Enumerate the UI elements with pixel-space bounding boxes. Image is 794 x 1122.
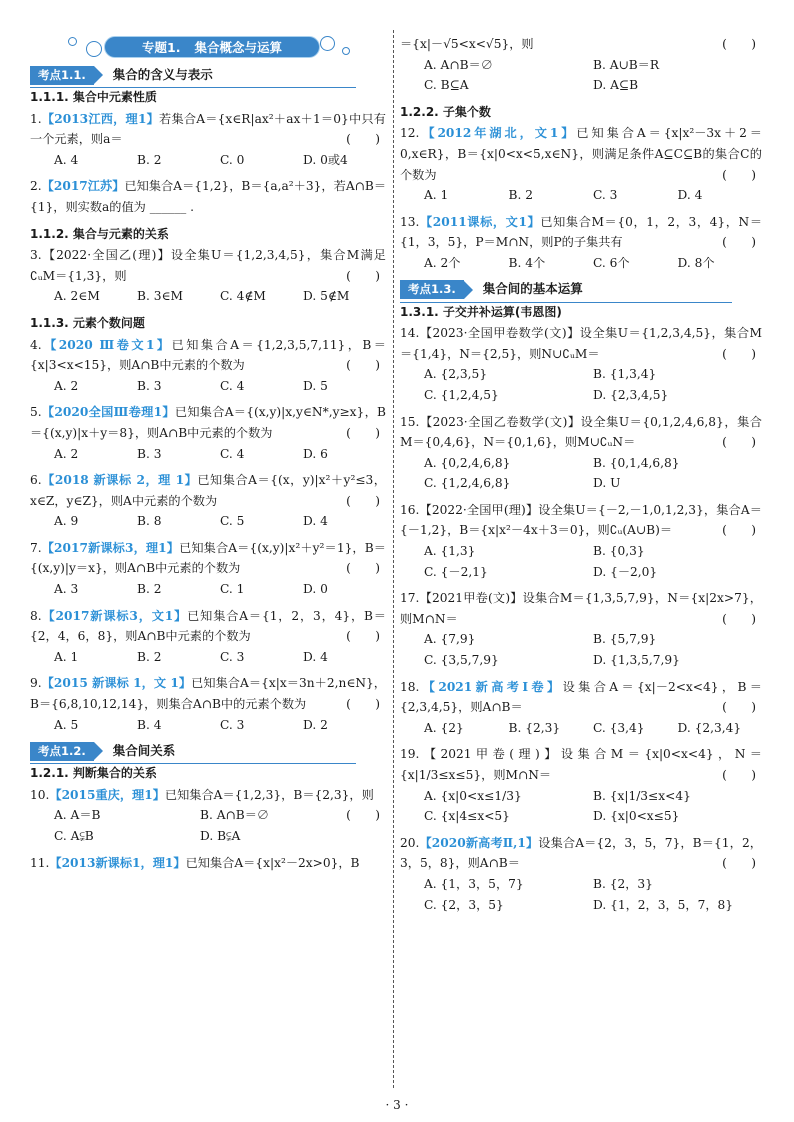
decor-bubble-left bbox=[86, 41, 102, 57]
source-tag: 【2011课标，文1】 bbox=[419, 214, 541, 229]
section-title: 集合的含义与表示 bbox=[112, 66, 213, 82]
section-underline bbox=[30, 87, 356, 88]
option-d: D. 0或4 bbox=[303, 152, 348, 167]
answer-paren: ( ) bbox=[346, 697, 380, 712]
decor-bubble-small bbox=[68, 37, 77, 46]
question-18: 18.【2021新高考Ⅰ卷】设集合A＝{x|－2<x<4}，B＝{2,3,4,5}，则A∩B＝ ( ) A. {2} B. {2,3} C. {3,4} D. {2,3,4} bbox=[400, 677, 762, 739]
option-a: A. 3 bbox=[54, 582, 79, 597]
option-c: C. B⊆A bbox=[424, 78, 469, 93]
question-13: 13.【2011课标，文1】已知集合M＝{0，1，2，3，4}，N＝{1，3，5}，P＝M∩N，则P的子集共有 ( ) A. 2个 B. 4个 C. 6个 D. 8个 bbox=[400, 212, 762, 274]
subsection-title: 1.2.1. 判断集合的关系 bbox=[30, 766, 157, 781]
option-a: A. 4 bbox=[54, 152, 79, 167]
options bbox=[400, 874, 762, 915]
answer-paren: ( ) bbox=[722, 37, 756, 51]
question-10: 10.【2015重庆，理1】已知集合A＝{1,2,3}，B＝{2,3}，则 ( ) A. A＝B B. A∩B＝∅ C. A⫋B D. B⫋A bbox=[30, 785, 386, 847]
answer-paren: ( ) bbox=[346, 132, 380, 147]
right-column bbox=[400, 34, 762, 921]
question-4: 4.【2020 Ⅲ卷文1】已知集合A＝{1,2,3,5,7,11}，B＝{x|3<x<15}，则A∩B中元素的个数为 ( ) A. 2 B. 3 C. 4 D. 5 bbox=[30, 335, 386, 397]
subsection-title: 1.1.2. 集合与元素的关系 bbox=[30, 226, 169, 241]
option-c: C. {x|4≤x<5} bbox=[424, 809, 510, 824]
option-a: A. A∩B＝∅ bbox=[424, 57, 493, 72]
option-c: C. {3,4} bbox=[593, 720, 645, 735]
option-c: C. 3 bbox=[593, 188, 618, 203]
option-d: D. U bbox=[593, 476, 621, 491]
answer-paren: ( ) bbox=[346, 629, 380, 644]
topic-title: 集合概念与运算 bbox=[194, 40, 282, 55]
question-7: 7.【2017新课标3，理1】已知集合A＝{(x,y)|x²＋y²＝1}，B＝{(x,y)|y＝x}，则A∩B中元素的个数为 ( ) A. 3 B. 2 C. 1 D. 0 bbox=[30, 538, 386, 600]
source-tag: 【2017新课标3，文1】 bbox=[41, 608, 188, 623]
options bbox=[30, 376, 386, 397]
option-d: D. {－2,0} bbox=[593, 564, 658, 579]
option-c: C. A⫋B bbox=[54, 829, 94, 843]
arrow-icon bbox=[94, 66, 103, 84]
answer-paren: ( ) bbox=[346, 358, 380, 373]
answer-paren: ( ) bbox=[722, 856, 756, 871]
option-d: D. 6 bbox=[303, 446, 328, 461]
subsection-title: 1.3.1. 子交并补运算(韦恩图) bbox=[400, 304, 562, 319]
source-tag: 【2012年湖北，文1】 bbox=[419, 126, 577, 141]
answer-paren: ( ) bbox=[722, 235, 756, 250]
option-d: D. 4 bbox=[303, 514, 328, 529]
section-header-1-1 bbox=[30, 65, 386, 85]
source-tag: 【2018 新课标 2，理 1】 bbox=[41, 473, 198, 488]
option-c: C. {1,2,4,6,8} bbox=[424, 476, 511, 491]
option-a: A. {1,3} bbox=[424, 544, 476, 559]
option-c: C. 4 bbox=[220, 378, 245, 393]
answer-paren: ( ) bbox=[722, 346, 756, 361]
source-tag: 【2017江苏】 bbox=[41, 179, 125, 194]
option-c: C. {1,2,4,5} bbox=[424, 387, 499, 402]
options bbox=[400, 364, 762, 405]
option-a: A. 1 bbox=[424, 188, 449, 203]
answer-paren: ( ) bbox=[722, 523, 756, 538]
option-c: C. 0 bbox=[220, 152, 245, 167]
arrow-icon bbox=[94, 742, 103, 760]
source-tag: 【2021新高考Ⅰ卷】 bbox=[419, 679, 563, 694]
question-3: 3.【2022·全国乙(理)】设全集U＝{1,2,3,4,5}，集合M满足∁ᵤM＝{1,3}，则 ( ) A. 2∈M B. 3∈M C. 4∉M D. 5∉M bbox=[30, 245, 386, 307]
option-d: D. {1,3,5,7,9} bbox=[593, 653, 680, 668]
options bbox=[30, 715, 386, 736]
options bbox=[30, 286, 386, 307]
options bbox=[30, 579, 386, 600]
option-b: B. 2 bbox=[137, 582, 162, 597]
question-11: 11.【2013新课标1，理1】已知集合A＝{x|x²－2x>0}，B bbox=[30, 855, 360, 870]
topic-title-box bbox=[104, 36, 320, 58]
options bbox=[30, 444, 386, 465]
option-a: A. A＝B bbox=[54, 808, 101, 823]
option-d: D. 2 bbox=[303, 717, 328, 732]
question-2: 2.【2017江苏】已知集合A＝{1,2}，B＝{a,a²＋3}，若A∩B＝{1}，则实数a的值为 ______ . bbox=[30, 179, 387, 214]
options bbox=[30, 647, 386, 668]
option-a: A. {2} bbox=[424, 720, 464, 735]
question-17: 17.【2021甲卷(文)】设集合M＝{1,3,5,7,9}，N＝{x|2x>7}，则M∩N＝ ( ) A. {7,9} B. {5,7,9} C. {3,5,7,9} D. {1,3,5,7,9} bbox=[400, 588, 762, 670]
topic-banner bbox=[64, 34, 364, 60]
option-c: C. 3 bbox=[220, 649, 245, 664]
options bbox=[400, 786, 762, 827]
option-d: D. {2,3,4,5} bbox=[593, 387, 669, 402]
option-b: B. {2，3} bbox=[593, 876, 653, 891]
option-b: B. 3 bbox=[137, 378, 162, 393]
option-a: A. 2 bbox=[54, 378, 79, 393]
answer-paren: ( ) bbox=[722, 611, 756, 626]
options bbox=[400, 718, 762, 739]
option-b: B. 8 bbox=[137, 514, 162, 529]
section-underline bbox=[400, 302, 732, 303]
answer-paren: ( ) bbox=[722, 700, 756, 715]
section-header-1-2 bbox=[30, 741, 386, 761]
question-5: 5.【2020全国Ⅲ卷理1】已知集合A＝{(x,y)|x,y∈N*,y≥x}，B＝{(x,y)|x＋y＝8}，则A∩B中元素的个数为 ( ) A. 2 B. 3 C. 4 D. 6 bbox=[30, 402, 386, 464]
option-d: D. {x|0<x≤5} bbox=[593, 809, 680, 824]
option-a: A. {1，3，5，7} bbox=[424, 876, 524, 891]
option-b: B. {5,7,9} bbox=[593, 632, 657, 647]
option-a: A. 5 bbox=[54, 717, 79, 732]
options bbox=[400, 55, 762, 96]
options bbox=[30, 805, 346, 846]
option-c: C. {2，3，5} bbox=[424, 897, 504, 912]
section-underline bbox=[30, 763, 356, 764]
option-d: D. {2,3,4} bbox=[677, 720, 742, 735]
answer-paren: ( ) bbox=[346, 493, 380, 508]
section-header-1-3 bbox=[400, 280, 762, 300]
option-b: B. 3∈M bbox=[137, 289, 183, 304]
source-tag: 【2013江西，理1】 bbox=[41, 111, 160, 126]
option-b: B. A∪B＝R bbox=[593, 57, 660, 72]
option-c: C. 6个 bbox=[593, 255, 630, 270]
option-a: A. 1 bbox=[54, 649, 79, 664]
section-title: 集合间关系 bbox=[112, 742, 176, 758]
option-a: A. 2 bbox=[54, 446, 79, 461]
option-a: A. 2∈M bbox=[54, 289, 100, 304]
options bbox=[400, 453, 762, 494]
answer-paren: ( ) bbox=[722, 435, 756, 450]
option-d: D. 8个 bbox=[677, 255, 715, 270]
option-a: A. {x|0<x≤1/3} bbox=[424, 788, 522, 803]
source-tag: 【2013新课标1，理1】 bbox=[49, 855, 186, 870]
subsection-title: 1.1.3. 元素个数问题 bbox=[30, 315, 145, 330]
decor-bubble-small-right bbox=[342, 47, 350, 55]
option-b: B. {2,3} bbox=[508, 720, 561, 735]
answer-paren: ( ) bbox=[346, 808, 380, 823]
option-a: A. 2个 bbox=[424, 255, 461, 270]
option-d: D. 4 bbox=[303, 649, 328, 664]
option-d: D. 5 bbox=[303, 378, 328, 393]
arrow-icon bbox=[464, 281, 473, 299]
option-d: D. {1，2，3，5，7，8} bbox=[593, 897, 734, 912]
option-b: B. {0,1,4,6,8} bbox=[593, 455, 680, 470]
option-b: B. {x|1/3≤x<4} bbox=[593, 788, 691, 803]
question-8: 8.【2017新课标3，文1】已知集合A＝{1，2，3，4}，B＝{2，4，6，8}，则A∩B中元素的个数为 ( ) A. 1 B. 2 C. 3 D. 4 bbox=[30, 606, 386, 668]
answer-paren: ( ) bbox=[346, 425, 380, 440]
subsection-title: 1.1.1. 集合中元素性质 bbox=[30, 90, 157, 104]
question-11-continued: ＝{x|－√5<x<√5}，则 ( ) A. A∩B＝∅ B. A∪B＝R C. B⊆A D. A⊆B bbox=[400, 34, 762, 96]
option-d: D. B⫋A bbox=[200, 829, 241, 843]
options bbox=[30, 150, 386, 171]
option-c: C. {3,5,7,9} bbox=[424, 653, 499, 668]
section-tag: 考点1.1. bbox=[30, 66, 94, 85]
option-a: A. {0,2,4,6,8} bbox=[424, 455, 511, 470]
option-d: D. 5∉M bbox=[303, 289, 350, 304]
question-12: 12.【2012年湖北，文1】已知集合A＝{x|x²－3x＋2＝0,x∈R}，B＝{x|0<x<5,x∈N}，则满足条件A⊆C⊆B的集合C的个数为 ( ) A. 1 B. 2 C. 3 D. 4 bbox=[400, 123, 762, 205]
question-14: 14.【2023·全国甲卷数学(文)】设全集U＝{1,2,3,4,5}，集合M＝{1,4}，N＝{2,5}，则N∪∁ᵤM＝ ( ) A. {2,3,5} B. {1,3,4} C. {1,2,4,5} D. {2,3,4,5} bbox=[400, 323, 762, 405]
source-tag: 【2020新高考Ⅱ,1】 bbox=[419, 835, 539, 850]
option-b: B. 4个 bbox=[508, 255, 546, 270]
answer-paren: ( ) bbox=[722, 768, 756, 782]
decor-bubble-right bbox=[320, 36, 335, 51]
option-b: B. 3 bbox=[137, 446, 162, 461]
section-title: 集合间的基本运算 bbox=[482, 281, 583, 297]
source-tag: 【2017新课标3，理1】 bbox=[41, 540, 180, 555]
question-9: 9.【2015 新课标 1，文 1】已知集合A＝{x|x＝3n＋2,n∈N}，B＝{6,8,10,12,14}，则集合A∩B中的元素个数为 ( ) A. 5 B. 4 C. 3 D. 2 bbox=[30, 673, 386, 735]
option-a: A. 9 bbox=[54, 514, 79, 529]
options bbox=[400, 185, 762, 206]
options bbox=[30, 511, 386, 532]
option-d: D. 4 bbox=[677, 188, 703, 203]
option-b: B. 2 bbox=[508, 188, 533, 203]
options bbox=[400, 629, 762, 670]
option-a: A. {2,3,5} bbox=[424, 367, 488, 382]
option-b: B. 2 bbox=[137, 152, 162, 167]
question-1: 1.【2013江西，理1】若集合A＝{x∈R|ax²＋ax＋1＝0}中只有一个元素，则a＝ ( ) A. 4 B. 2 C. 0 D. 0或4 bbox=[30, 109, 386, 171]
option-b: B. 4 bbox=[137, 717, 162, 732]
section-tag: 考点1.3. bbox=[400, 280, 464, 299]
option-d: D. A⊆B bbox=[593, 78, 639, 93]
option-b: B. {0,3} bbox=[593, 544, 645, 559]
question-6: 6.【2018 新课标 2，理 1】已知集合A＝{(x，y)|x²＋y²≤3，x∈Z，y∈Z}，则A中元素的个数为 ( ) A. 9 B. 8 C. 5 D. 4 bbox=[30, 470, 386, 532]
question-15: 15.【2023·全国乙卷数学(文)】设全集U＝{0,1,2,4,6,8}，集合M＝{0,4,6}，N＝{0,1,6}，则M∪∁ᵤN＝ ( ) A. {0,2,4,6,8} B. {0,1,4,6,8} C. {1,2,4,6,8} D. U bbox=[400, 412, 762, 494]
option-c: C. 5 bbox=[220, 514, 245, 529]
options bbox=[400, 253, 762, 274]
option-b: B. {1,3,4} bbox=[593, 367, 657, 382]
page-number: · 3 · bbox=[385, 1098, 409, 1112]
option-c: C. 1 bbox=[220, 582, 245, 597]
option-c: C. {－2,1} bbox=[424, 564, 488, 579]
option-c: C. 3 bbox=[220, 717, 245, 732]
option-c: C. 4∉M bbox=[220, 289, 266, 304]
answer-paren: ( ) bbox=[346, 561, 380, 576]
source-tag: 【2020 Ⅲ卷文1】 bbox=[41, 337, 172, 352]
option-c: C. 4 bbox=[220, 446, 245, 461]
source-tag: 【2020全国Ⅲ卷理1】 bbox=[41, 405, 175, 420]
question-20: 20.【2020新高考Ⅱ,1】设集合A＝{2，3，5，7}，B＝{1，2，3，5，8}，则A∩B＝ ( ) A. {1，3，5，7} B. {2，3} C. {2，3，5} D. {1，2，3，5，7，8} bbox=[400, 833, 762, 915]
question-19: 19.【2021甲卷(理)】设集合M＝{x|0<x<4}，N＝{x|1/3≤x≤5}，则M∩N＝ ( ) A. {x|0<x≤1/3} B. {x|1/3≤x<4} C. {x|4≤x<5} D. {x|0<x≤5} bbox=[400, 744, 762, 826]
answer-paren: ( ) bbox=[346, 268, 380, 283]
section-tag: 考点1.2. bbox=[30, 742, 94, 761]
source-tag: 【2015重庆，理1】 bbox=[49, 787, 165, 802]
left-column bbox=[30, 62, 386, 879]
question-16: 16.【2022·全国甲(理)】设全集U＝{－2,－1,0,1,2,3}，集合A＝{－1,2}，B＝{x|x²－4x＋3＝0}，则∁ᵤ(A∪B)＝ ( ) A. {1,3} B. {0,3} C. {－2,1} D. {－2,0} bbox=[400, 500, 762, 582]
topic-number: 专题1. bbox=[142, 40, 181, 55]
option-a: A. {7,9} bbox=[424, 632, 476, 647]
option-b: B. 2 bbox=[137, 649, 162, 664]
source-tag: 【2015 新课标 1，文 1】 bbox=[41, 676, 192, 691]
options bbox=[400, 541, 762, 582]
option-d: D. 0 bbox=[303, 582, 328, 597]
column-divider bbox=[393, 30, 394, 1088]
option-b: B. A∩B＝∅ bbox=[200, 808, 270, 823]
subsection-title: 1.2.2. 子集个数 bbox=[400, 104, 491, 119]
answer-paren: ( ) bbox=[722, 167, 756, 182]
